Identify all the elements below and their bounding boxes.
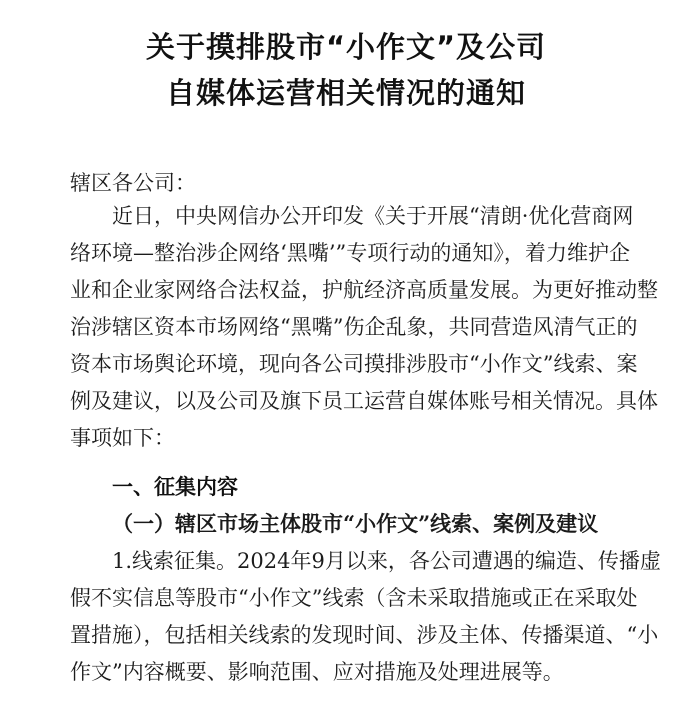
section-1-heading: 一、征集内容: [112, 475, 238, 499]
document-title-line-2: 自媒体运营相关情况的通知: [165, 76, 526, 110]
item-1-line-3: 置措施），包括相关线索的发现时间、涉及主体、传播渠道、“小: [70, 623, 659, 647]
paragraph-1-line-2: 络环境—整治涉企网络‘黑嘴’”专项行动的通知》，着力维护企: [70, 241, 630, 265]
subsection-1-heading: （一）辖区市场主体股市“小作文”线索、案例及建议: [112, 511, 599, 536]
paragraph-1-line-3: 业和企业家网络合法权益，护航经济高质量发展。为更好推动整: [70, 278, 658, 302]
paragraph-1-line-6: 例及建议，以及公司及旗下员工运营自媒体账号相关情况。具体: [70, 389, 658, 413]
item-1-line-2: 假不实信息等股市“小作文”线索（含未采取措施或正在采取处: [70, 586, 638, 610]
paragraph-1-line-1: 近日，中央网信办公开印发《关于开展“清朗·优化营商网: [112, 204, 634, 228]
paragraph-1-line-4: 治涉辖区资本市场网络“黑嘴”伤企乱象，共同营造风清气正的: [70, 315, 638, 339]
paragraph-1-line-7: 事项如下：: [70, 426, 175, 450]
item-1-line-4: 作文”内容概要、影响范围、应对措施及处理进展等。: [70, 660, 564, 684]
salutation: 辖区各公司：: [70, 171, 196, 195]
paragraph-1-line-5: 资本市场舆论环境，现向各公司摸排涉股市“小作文”线索、案: [70, 352, 638, 376]
item-1-line-1: 1.线索征集。2024年9月以来，各公司遭遇的编造、传播虚: [112, 549, 661, 573]
document-title-line-1: 关于摸排股市“小作文”及公司: [145, 30, 547, 64]
